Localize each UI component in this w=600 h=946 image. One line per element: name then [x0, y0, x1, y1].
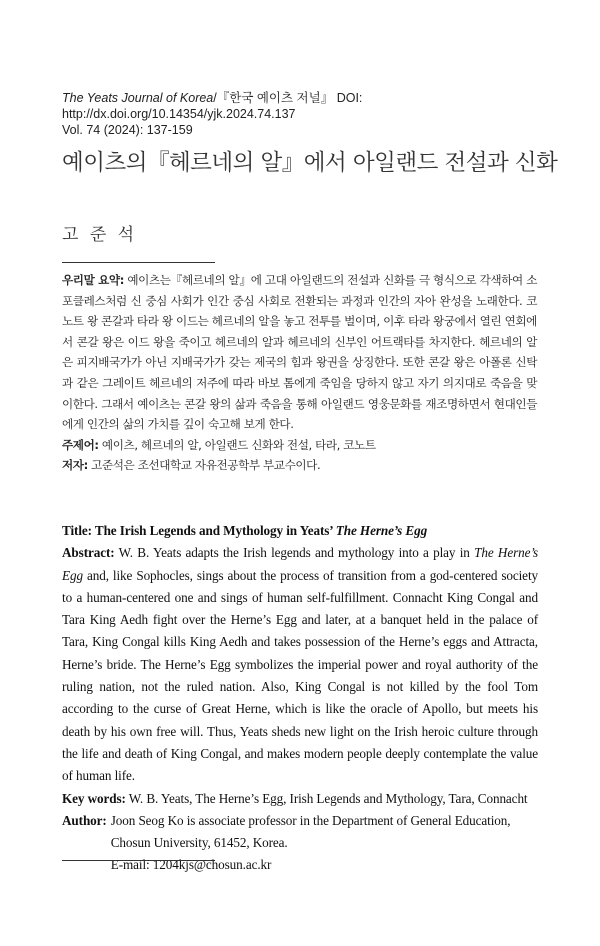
- abstract-ko: [62, 270, 537, 435]
- author-en-lines: [111, 810, 538, 877]
- article-author-ko: 고 준 석: [62, 225, 138, 245]
- keywords-en: [62, 788, 538, 810]
- author-en-line2: Chosun University, 61452, Korea.: [110, 835, 288, 851]
- keywords-ko-text: 예이츠, 헤르네의 알, 아일랜드 신화와 전설, 타라, 코노트: [98, 437, 376, 452]
- journal-name-ko: /『한국 예이츠 저널』: [213, 91, 334, 105]
- abstract-ko-text: 예이츠는『헤르네의 알』에 고대 아일랜드의 전설과 신화를 극 형식으로 각색하여 소포클레스처럼 신 중심 사회가 인간 중심 사회로 전환되는 과정과 인간의 자아 완성을 노래한다. 코노트 왕 콘갈과 타라 왕 이드는 헤르네의 알을 놓고 전투를 벌이며, 이후 타라 왕궁에서 열린 연회에서 콘갈 왕은 이드 왕을 죽이고 헤르네의 알과 헤르네의 신부인 어트랙타를 차지한다. 헤르네의 알은 피지배국가가 아닌 지배국가가 갖는 제국의 힘과 왕권을 상징한다. 또한 콘갈 왕은 아폴론 신탁과 같은 그레이트 헤르네의 저주에 따라 바보 톰에게 죽임을 당하지 않고 자기 의지대로 죽음을 맞이한다. 그래서 예이츠는 콘갈 왕의 삶과 죽음을 통해 아일랜드 영웅문화를 재조명하면서 현대인들에게 인간의 삶의 가치를 깊이 숙고해 보게 한다.: [62, 273, 537, 432]
- author-en-label: Author:: [62, 812, 107, 828]
- author-en-line1: Joon Seog Ko is associate professor in the Department of General Education,: [110, 812, 511, 828]
- abstract-ko-label: 우리말 요약:: [62, 273, 124, 287]
- abstract-en: [62, 542, 538, 787]
- author-info-ko-label: 저자:: [62, 458, 88, 473]
- title-en-text: The Irish Legends and Mythology in Yeats’: [91, 523, 336, 538]
- keywords-en-label: Key words:: [62, 790, 126, 806]
- abstract-en-text-b: and, like Sophocles, sings about the process of transition from a god-centered society to a human-centered one and sings of human self-fulfillment. Connacht King Congal and Tara King Aedh fight over the Herne’s Egg and later, at a banquet held in the palace of Tara, King Congal kills King Aedh and takes possession of the Herne’s eggs and Attracta, Herne’s bride. The Herne’s Egg symbolizes the imperial power and royal authority of the ruling nation, not the ruled nation. Also, King Congal is not killed by the fool Tom according to the curse of Great Herne, which is like the oracle of Apollo, but meets his death by his own free will. Thus, Yeats sheds new light on the Irish heroic culture through the life and death of King Congal, and makes modern people deeply contemplate the value of human life.: [62, 567, 538, 784]
- journal-name: The Yeats Journal of Korea: [62, 91, 214, 105]
- author-info-ko: [62, 455, 537, 476]
- title-en-work: The Herne’s Egg: [335, 523, 428, 538]
- abstract-en-work: The Herne’s Egg: [62, 545, 538, 583]
- keywords-en-text: W. B. Yeats, The Herne’s Egg, Irish Legends and Mythology, Tara, Connacht: [125, 790, 528, 806]
- citation-line: [62, 90, 562, 122]
- journal-header: [62, 90, 562, 138]
- keywords-ko-label: 주제어:: [62, 437, 99, 452]
- abstract-en-text-a: W. B. Yeats adapts the Irish legends and mythology into a play in: [114, 545, 475, 561]
- divider-top: [62, 262, 215, 263]
- author-en: [62, 810, 538, 877]
- volume-info: Vol. 74 (2024): 137-159: [62, 123, 193, 137]
- divider-bottom: [62, 860, 215, 861]
- korean-abstract-block: [62, 270, 537, 476]
- doi-link[interactable]: DOI: http://dx.doi.org/10.14354/yjk.2024.74.137: [62, 91, 363, 121]
- english-abstract-block: [62, 520, 538, 877]
- keywords-ko: [62, 435, 537, 456]
- article-title-ko: 예이츠의『헤르네의 알』에서 아일랜드 전설과 신화: [62, 150, 558, 176]
- abstract-en-label: Abstract:: [62, 545, 115, 561]
- title-en: [62, 520, 538, 542]
- title-en-label: Title:: [62, 523, 92, 538]
- author-info-ko-text: 고준석은 조선대학교 자유전공학부 부교수이다.: [87, 458, 321, 473]
- author-en-email[interactable]: E-mail: 1204kjs@chosun.ac.kr: [110, 857, 272, 873]
